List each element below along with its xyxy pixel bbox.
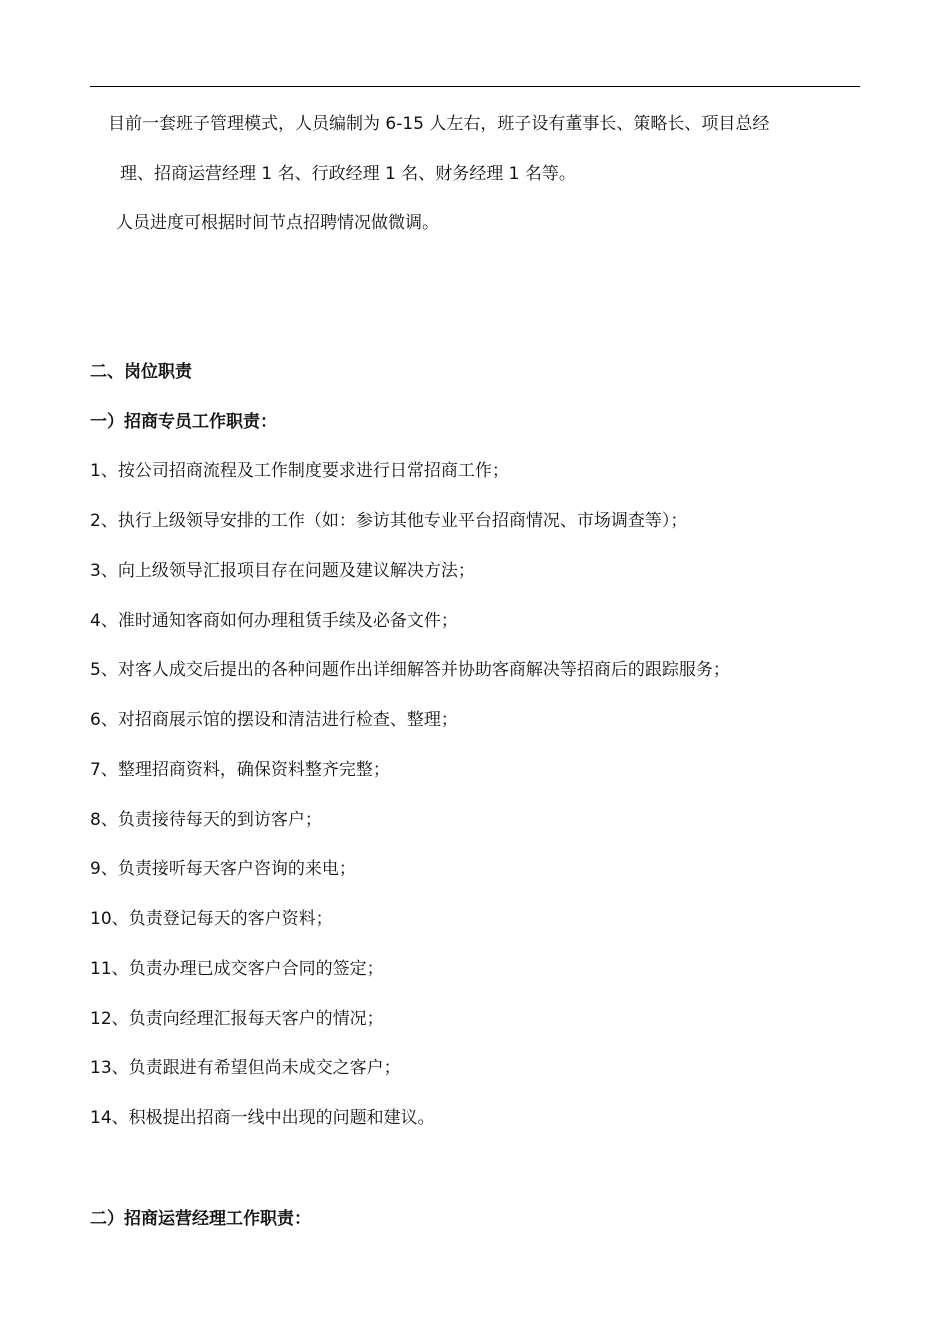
list-item: 11、负责办理已成交客户合同的签定； [90,959,384,979]
intro-line-3: 人员进度可根据时间节点招聘情况做微调。 [116,213,439,233]
list-item: 8、负责接待每天的到访客户； [90,810,322,830]
list-item: 4、准时通知客商如何办理租赁手续及必备文件； [90,611,458,631]
list-item: 10、负责登记每天的客户资料； [90,909,333,929]
subsection-heading-manager: 二）招商运营经理工作职责： [90,1209,311,1229]
list-item: 14、积极提出招商一线中出现的问题和建议。 [90,1108,435,1128]
intro-line-1: 目前一套班子管理模式，人员编制为 6-15 人左右，班子设有董事长、策略长、项目总经 [108,114,770,134]
subsection-heading-specialist: 一）招商专员工作职责： [90,412,277,432]
section-heading-duties: 二、岗位职责 [90,362,192,382]
list-item: 9、负责接听每天客户咨询的来电； [90,859,356,879]
list-item: 7、整理招商资料，确保资料整齐完整； [90,760,390,780]
list-item: 5、对客人成交后提出的各种问题作出详细解答并协助客商解决等招商后的跟踪服务； [90,660,730,680]
header-rule [90,86,860,87]
list-item: 3、向上级领导汇报项目存在问题及建议解决方法； [90,561,475,581]
list-item: 2、执行上级领导安排的工作（如：参访其他专业平台招商情况、市场调查等）； [90,511,688,531]
intro-line-2: 理、招商运营经理 1 名、行政经理 1 名、财务经理 1 名等。 [120,164,576,184]
list-item: 13、负责跟进有希望但尚未成交之客户； [90,1058,401,1078]
list-item: 6、对招商展示馆的摆设和清洁进行检查、整理； [90,710,458,730]
list-item: 1、按公司招商流程及工作制度要求进行日常招商工作； [90,461,509,481]
list-item: 12、负责向经理汇报每天客户的情况； [90,1009,384,1029]
